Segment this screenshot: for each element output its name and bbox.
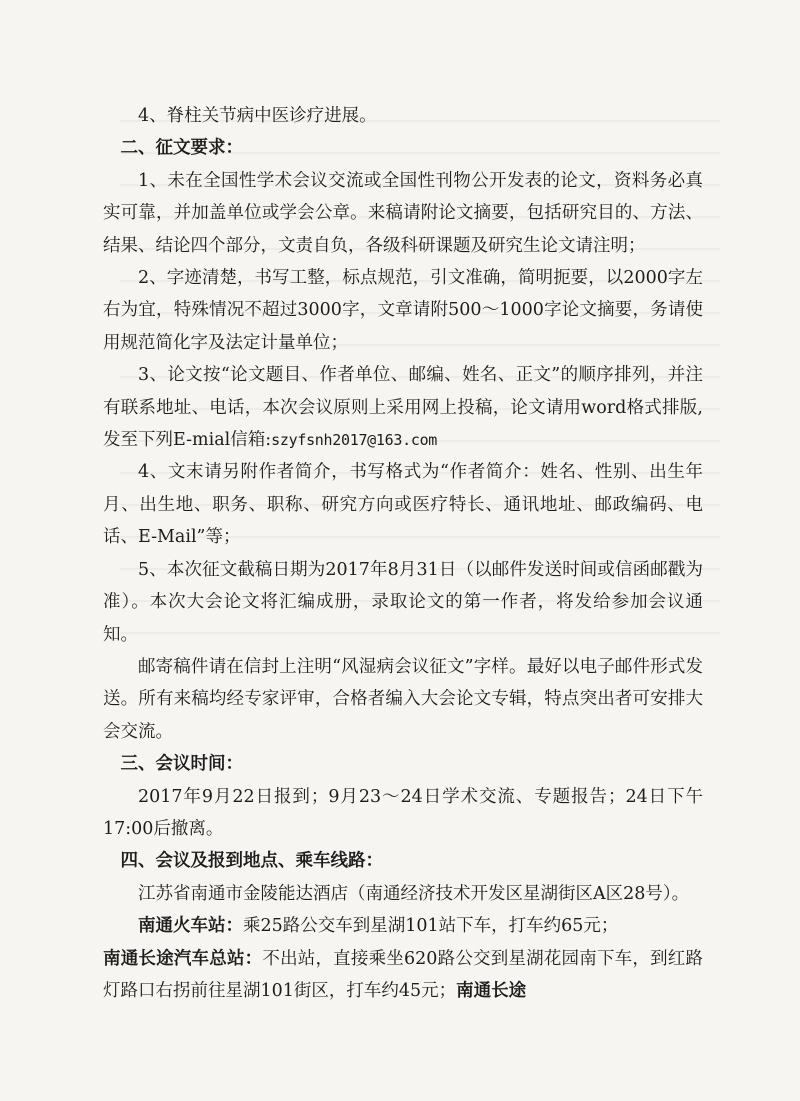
requirement-1: 1、未在全国性学术会议交流或全国性刊物公开发表的论文，资料务必真实可靠，并加盖单位或学会公章。来稿请附论文摘要，包括研究目的、方法、结果、结论四个部分，文责自负，各级科研课题及研究生论文请注明； <box>103 170 703 256</box>
section-heading-time: 三、会议时间： <box>120 754 243 775</box>
section-heading-requirements: 二、征文要求： <box>120 138 243 159</box>
route-train-text: 乘25路公交车到星湖101站下车，打车约65元； <box>243 916 619 937</box>
route-bus <box>103 943 703 1008</box>
requirement-2: 2、字迹清楚，书写工整，标点规范，引文准确，简明扼要，以2000字左右为宜，特殊情况不超过3000字，文章请附500～1000字论文摘要，务请使用规范简化字及法定计量单位； <box>103 268 703 353</box>
requirement-4: 4、文末请另附作者简介，书写格式为“作者简介：姓名、性别、出生年月、出生地、职务、职称、研究方向或医疗特长、通讯地址、邮政编码、电话、E-Mail”等； <box>103 462 703 548</box>
section-heading-venue: 四、会议及报到地点、乘车线路： <box>120 851 383 872</box>
route-bus-label: 南通长途汽车总站： <box>103 948 263 969</box>
route-tail-label: 南通长途 <box>456 980 527 1001</box>
route-bus-text: 不出站，直接乘坐620路公交到星湖花园南下车，到红路灯路口右拐前往星湖101街区，打车约45元； <box>103 948 703 1001</box>
topic-item-4: 4、脊柱关节病中医诊疗进展。 <box>138 106 377 126</box>
meeting-time: 2017年9月22日报到；9月23～24日学术交流、专题报告；24日下午17:00后撤离。 <box>103 786 703 839</box>
route-train <box>103 910 703 942</box>
venue-address: 江苏省南通市金陵能达酒店（南通经济技术开发区星湖街区A区28号）。 <box>138 883 690 904</box>
route-train-label: 南通火车站： <box>138 916 243 937</box>
requirement-5: 5、本次征文截稿日期为2017年8月31日（以邮件发送时间或信函邮戳为准）。本次大会论文将汇编成册，录取论文的第一作者，将发给参加会议通知。 <box>103 559 703 645</box>
document-body <box>103 100 703 1007</box>
submission-email: szyfsnh2017@163.com <box>271 431 438 450</box>
mailing-note: 邮寄稿件请在信封上注明“风湿病会议征文”字样。最好以电子邮件形式发送。所有来稿均经专家评审，合格者编入大会论文专辑，特点突出者可安排大会交流。 <box>103 656 703 742</box>
requirement-3-text: 3、论文按“论文题目、作者单位、邮编、姓名、正文”的顺序排列，并注有联系地址、电话，本次会议原则上采用网上投稿，论文请用word格式排版,发至下列E-mial信箱: <box>103 365 703 451</box>
requirement-3 <box>103 359 703 456</box>
